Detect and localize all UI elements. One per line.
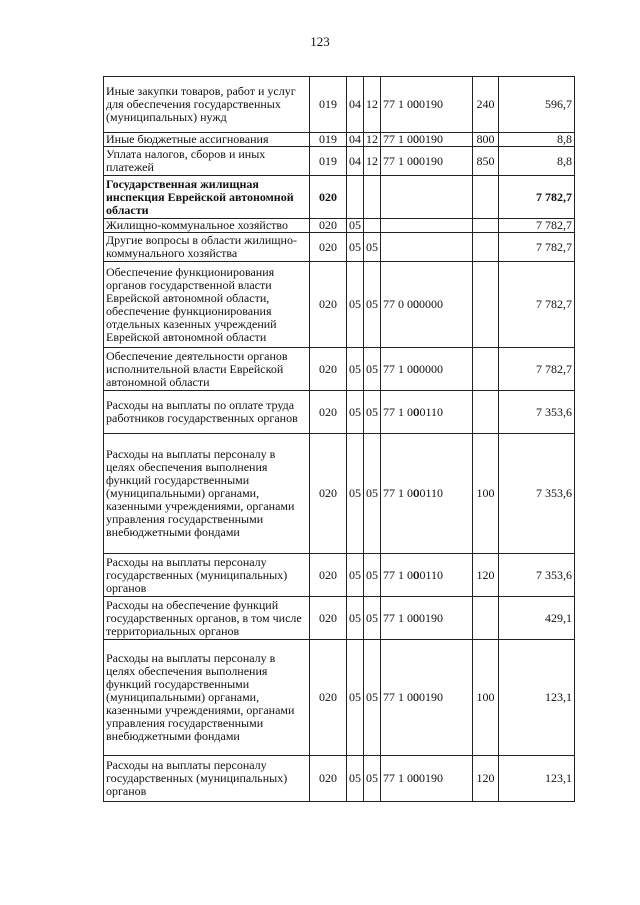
row-article-program: 77 1 00	[383, 97, 419, 111]
row-expense-type	[473, 262, 499, 348]
row-section-code: 05	[347, 640, 364, 756]
row-article-program: 77 1 00	[383, 404, 419, 419]
row-target-article	[381, 233, 473, 262]
row-target-article	[381, 147, 473, 176]
table-row	[104, 233, 575, 262]
row-ministry-code: 020	[310, 219, 347, 233]
row-article-direction: 00000	[413, 297, 443, 311]
budget-table	[103, 76, 575, 802]
row-section-code: 04	[347, 133, 364, 147]
row-sum: 7 782,7	[499, 233, 575, 262]
row-ministry-code: 020	[310, 233, 347, 262]
row-name: Уплата налогов, сборов и иных платежей	[104, 147, 310, 176]
row-ministry-code: 020	[310, 434, 347, 554]
row-expense-type	[473, 233, 499, 262]
row-expense-type	[473, 219, 499, 233]
row-ministry-code: 020	[310, 554, 347, 597]
row-sum: 7 353,6	[499, 554, 575, 597]
row-subsection-code: 12	[364, 133, 381, 147]
row-sum: 123,1	[499, 640, 575, 756]
row-name: Жилищно-коммунальное хозяйство	[104, 219, 310, 233]
table-row	[104, 756, 575, 802]
row-article-direction: 00190	[413, 610, 443, 625]
row-name: Иные закупки товаров, работ и услуг для обеспечения государственных (муниципальных) нужд	[104, 77, 310, 133]
table-row	[104, 434, 575, 554]
row-section-code: 05	[347, 597, 364, 640]
row-subsection-code: 05	[364, 640, 381, 756]
row-ministry-code: 019	[310, 77, 347, 133]
table-row	[104, 640, 575, 756]
row-target-article	[381, 219, 473, 233]
row-expense-type: 850	[473, 147, 499, 176]
row-subsection-code	[364, 219, 381, 233]
row-article-program: 77 1 00	[383, 153, 419, 168]
row-expense-type: 100	[473, 434, 499, 554]
row-article-direction: 00110	[413, 404, 443, 419]
row-expense-type: 800	[473, 133, 499, 147]
row-subsection-code: 05	[364, 348, 381, 391]
row-name: Иные бюджетные ассигнования	[104, 133, 310, 147]
row-article-program: 77 1 00	[383, 567, 419, 582]
row-section-code: 05	[347, 262, 364, 348]
row-subsection-code: 05	[364, 597, 381, 640]
row-ministry-code: 020	[310, 756, 347, 802]
row-section-code: 05	[347, 233, 364, 262]
row-article-direction: 00190	[413, 132, 443, 146]
row-section-code: 05	[347, 348, 364, 391]
row-subsection-code: 12	[364, 77, 381, 133]
row-subsection-code: 05	[364, 233, 381, 262]
row-article-program: 77 0 00	[383, 297, 419, 311]
row-section-code	[347, 176, 364, 219]
row-target-article	[381, 554, 473, 597]
row-expense-type: 120	[473, 554, 499, 597]
row-name: Другие вопросы в области жилищно-коммунального хозяйства	[104, 233, 310, 262]
row-article-program: 77 1 00	[383, 610, 419, 625]
row-sum: 7 782,7	[499, 176, 575, 219]
row-expense-type: 120	[473, 756, 499, 802]
row-name: Обеспечение деятельности органов исполнительной власти Еврейской автономной области	[104, 348, 310, 391]
row-target-article	[381, 597, 473, 640]
table-row	[104, 262, 575, 348]
row-subsection-code: 05	[364, 391, 381, 434]
row-article-program: 77 1 00	[383, 486, 419, 500]
table-row	[104, 77, 575, 133]
row-target-article	[381, 348, 473, 391]
row-expense-type	[473, 597, 499, 640]
row-sum: 8,8	[499, 147, 575, 176]
row-sum: 7 782,7	[499, 219, 575, 233]
row-article-program: 77 1 00	[383, 361, 419, 376]
row-target-article	[381, 133, 473, 147]
row-section-code: 05	[347, 219, 364, 233]
row-sum: 429,1	[499, 597, 575, 640]
table-row	[104, 147, 575, 176]
row-target-article	[381, 176, 473, 219]
row-sum: 7 782,7	[499, 262, 575, 348]
row-article-direction: 00110	[413, 486, 443, 500]
row-article-direction: 00190	[413, 771, 443, 785]
row-sum: 123,1	[499, 756, 575, 802]
row-ministry-code: 020	[310, 640, 347, 756]
row-expense-type	[473, 176, 499, 219]
row-sum: 7 353,6	[499, 391, 575, 434]
budget-table-body	[104, 77, 575, 802]
row-target-article	[381, 434, 473, 554]
row-section-code: 04	[347, 147, 364, 176]
row-sum: 8,8	[499, 133, 575, 147]
row-sum: 596,7	[499, 77, 575, 133]
row-sum: 7 782,7	[499, 348, 575, 391]
row-ministry-code: 020	[310, 348, 347, 391]
row-section-code: 05	[347, 391, 364, 434]
row-ministry-code: 020	[310, 176, 347, 219]
row-name: Расходы на выплаты персоналу в целях обеспечения выполнения функций государственными (муниципальными) органами, казенными учреждениями, органами управления государственными внебюджетными фондами	[104, 434, 310, 554]
row-article-direction: 00190	[413, 97, 443, 111]
row-section-code: 05	[347, 434, 364, 554]
row-expense-type	[473, 391, 499, 434]
page-number: 123	[310, 34, 330, 49]
row-expense-type	[473, 348, 499, 391]
row-expense-type: 240	[473, 77, 499, 133]
row-name: Расходы на выплаты персоналу в целях обеспечения выполнения функций государственными (муниципальными) органами, казенными учреждениями, органами управления государственными внебюджетными фондами	[104, 640, 310, 756]
row-target-article	[381, 262, 473, 348]
table-row	[104, 554, 575, 597]
row-article-direction: 00110	[413, 567, 443, 582]
row-name: Государственная жилищная инспекция Еврейской автономной области	[104, 176, 310, 219]
row-target-article	[381, 391, 473, 434]
row-name: Расходы на обеспечение функций государственных органов, в том числе территориальных органов	[104, 597, 310, 640]
row-name: Расходы на выплаты персоналу государственных (муниципальных) органов	[104, 554, 310, 597]
row-section-code: 04	[347, 77, 364, 133]
row-ministry-code: 020	[310, 391, 347, 434]
row-article-program: 77 1 00	[383, 771, 419, 785]
table-row	[104, 176, 575, 219]
row-article-program: 77 1 00	[383, 132, 419, 146]
table-row	[104, 348, 575, 391]
row-section-code: 05	[347, 554, 364, 597]
row-target-article	[381, 640, 473, 756]
row-article-direction: 00000	[413, 361, 443, 376]
row-name: Расходы на выплаты по оплате труда работников государственных органов	[104, 391, 310, 434]
row-article-direction: 00190	[413, 153, 443, 168]
table-row	[104, 597, 575, 640]
row-sum: 7 353,6	[499, 434, 575, 554]
row-subsection-code: 12	[364, 147, 381, 176]
table-row	[104, 391, 575, 434]
row-ministry-code: 019	[310, 133, 347, 147]
row-subsection-code: 05	[364, 262, 381, 348]
row-subsection-code: 05	[364, 554, 381, 597]
row-name: Расходы на выплаты персоналу государственных (муниципальных) органов	[104, 756, 310, 802]
row-subsection-code: 05	[364, 756, 381, 802]
row-name: Обеспечение функционирования органов государственной власти Еврейской автономной области, обеспечение функционирования отдельных казенных учреждений Еврейской автономной области	[104, 262, 310, 348]
row-ministry-code: 020	[310, 262, 347, 348]
row-target-article	[381, 756, 473, 802]
table-row	[104, 219, 575, 233]
row-subsection-code: 05	[364, 434, 381, 554]
row-subsection-code	[364, 176, 381, 219]
row-section-code: 05	[347, 756, 364, 802]
row-ministry-code: 019	[310, 147, 347, 176]
row-ministry-code: 020	[310, 597, 347, 640]
row-target-article	[381, 77, 473, 133]
row-article-program: 77 1 00	[383, 690, 419, 704]
row-expense-type: 100	[473, 640, 499, 756]
row-article-direction: 00190	[413, 690, 443, 704]
table-row	[104, 133, 575, 147]
